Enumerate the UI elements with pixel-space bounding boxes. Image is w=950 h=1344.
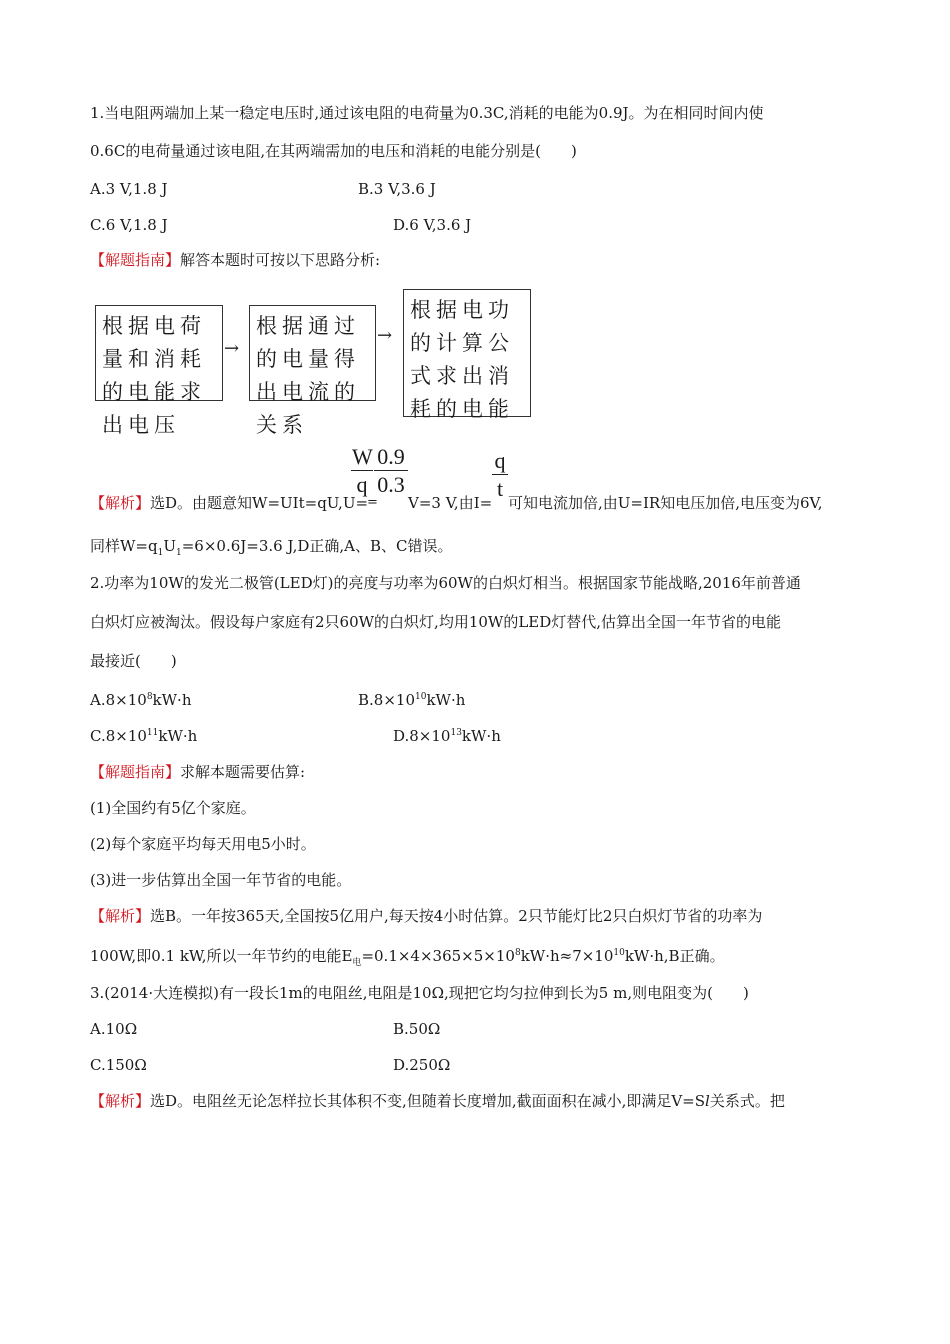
q1-stem-line1: 1.当电阻两端加上某一稳定电压时,通过该电阻的电荷量为0.3C,消耗的电能为0.9J。为在相同时间内使 (90, 104, 764, 122)
q2-option-b (358, 690, 465, 710)
flow-box-2: 根据通过的电量得出电流的关系 (249, 305, 376, 401)
analysis2-c: =6×0.6J=3.6 J,D正确,A、B、C错误。 (181, 537, 453, 555)
guide-tag: 【解题指南】 (90, 763, 181, 781)
analysis-tag: 【解析】 (90, 1092, 151, 1110)
guide-text: 解答本题时可按以下思路分析: (180, 251, 381, 269)
analysis2-d: kW·h,B正确。 (624, 947, 725, 965)
q2-analysis-line1 (90, 906, 762, 926)
q2-d-exp: 13 (450, 728, 462, 738)
flow-box-3: 根据电功的计算公式求出消耗的电能 (403, 289, 531, 417)
q1-analysis-line2 (90, 536, 453, 556)
q2-step-1: (1)全国约有5亿个家庭。 (90, 799, 256, 817)
q2-a-unit: kW·h (152, 691, 192, 709)
fraction-q-over-t (492, 448, 508, 503)
q1-option-a: A.3 V,1.8 J (90, 180, 168, 198)
q3-analysis-line1 (90, 1091, 785, 1111)
q2-b-exp: 10 (415, 692, 427, 702)
analysis-tag: 【解析】 (90, 907, 151, 925)
analysis-text-c: V=3 V,由I= (408, 494, 493, 512)
q3-option-d: D.250Ω (393, 1056, 451, 1074)
fraction-w-over-q (351, 444, 373, 499)
analysis-tag: 【解析】 (90, 494, 151, 512)
q3-stem-line1: 3.(2014·大连模拟)有一段长1m的电阻丝,电阻是10Ω,现把它均匀拉伸到长为5 m,则电阻变为( ) (90, 984, 749, 1002)
fraction-09-over-03 (374, 444, 408, 499)
frac-w-denominator: q (356, 472, 368, 497)
q2-c-unit: kW·h (158, 727, 198, 745)
flow-box-1: 根据电荷量和消耗的电能求出电压 (95, 305, 223, 401)
q2-b-unit: kW·h (426, 691, 466, 709)
analysis2-a: 同样W=q (90, 537, 158, 555)
analysis-text: 选B。一年按365天,全国按5亿用户,每天按4小时估算。2只节能灯比2只白炽灯节省的功率为 (150, 907, 763, 925)
q2-c-pre: C.8×10 (90, 727, 147, 745)
analysis-eq-sign: = (367, 495, 378, 510)
exp-8: 8 (514, 948, 521, 958)
analysis2-a: 100W,即0.1 kW,所以一年节约的电能E (90, 947, 353, 965)
analysis-text-d: 可知电流加倍,由U=IR知电压加倍,电压变为6V, (508, 494, 823, 512)
analysis-text-a: 选D。电阻丝无论怎样拉长其体积不变,但随着长度增加,截面面积在减小,即满足V=S (150, 1092, 706, 1110)
flow-arrow-2: → (377, 325, 393, 346)
frac-09-numerator: 0.9 (374, 444, 408, 471)
q1-option-d: D.6 V,3.6 J (393, 216, 472, 234)
frac-q-numerator: q (492, 448, 508, 475)
q2-c-exp: 11 (146, 728, 159, 738)
q1-analysis-line1 (90, 493, 368, 513)
analysis2-b: =0.1×4×365×5×10 (361, 947, 515, 965)
q1-option-b: B.3 V,3.6 J (358, 180, 436, 198)
sub-dian: 电 (352, 958, 362, 968)
q2-a-pre: A.8×10 (90, 691, 147, 709)
q2-stem-line3: 最接近( ) (90, 652, 177, 670)
frac-03-denominator: 0.3 (377, 472, 405, 497)
q2-guide (90, 762, 305, 782)
exp-10: 10 (613, 948, 625, 958)
frac-t-denominator: t (496, 476, 504, 501)
guide-tag: 【解题指南】 (90, 251, 181, 269)
analysis2-c: kW·h≈7×10 (520, 947, 614, 965)
q2-option-a (90, 690, 191, 710)
q2-a-exp: 8 (146, 692, 153, 702)
q2-step-2: (2)每个家庭平均每天用电5小时。 (90, 835, 316, 853)
q3-option-b: B.50Ω (393, 1020, 441, 1038)
q1-option-c: C.6 V,1.8 J (90, 216, 168, 234)
guide-text: 求解本题需要估算: (180, 763, 306, 781)
q3-option-c: C.150Ω (90, 1056, 147, 1074)
analysis-text-b: 关系式。把 (709, 1092, 785, 1110)
q2-stem-line1: 2.功率为10W的发光二极管(LED灯)的亮度与功率为60W的白炽灯相当。根据国家节能战略,2016年前普通 (90, 574, 801, 592)
q1-stem-line2: 0.6C的电荷量通过该电阻,在其两端需加的电压和消耗的电能分别是( ) (90, 142, 577, 160)
q2-d-unit: kW·h (461, 727, 501, 745)
q2-b-pre: B.8×10 (358, 691, 415, 709)
q2-option-d (393, 726, 501, 746)
q2-step-3: (3)进一步估算出全国一年节省的电能。 (90, 871, 352, 889)
q2-stem-line2: 白炽灯应被淘汰。假设每户家庭有2只60W的白炽灯,均用10W的LED灯替代,估算出全国一年节省的电能 (90, 613, 782, 631)
sub-1a: 1 (157, 548, 164, 558)
q2-analysis-line2 (90, 946, 725, 966)
analysis-text-a: 选D。由题意知W=UIt=qU,U= (150, 494, 369, 512)
length-symbol: l (705, 1092, 710, 1110)
frac-w-numerator: W (352, 444, 373, 469)
q2-option-c (90, 726, 197, 746)
analysis2-b: U (163, 537, 176, 555)
sub-1b: 1 (175, 548, 182, 558)
q2-d-pre: D.8×10 (393, 727, 451, 745)
q3-option-a: A.10Ω (90, 1020, 138, 1038)
q1-guide (90, 250, 380, 270)
flow-arrow-1: → (224, 338, 240, 359)
